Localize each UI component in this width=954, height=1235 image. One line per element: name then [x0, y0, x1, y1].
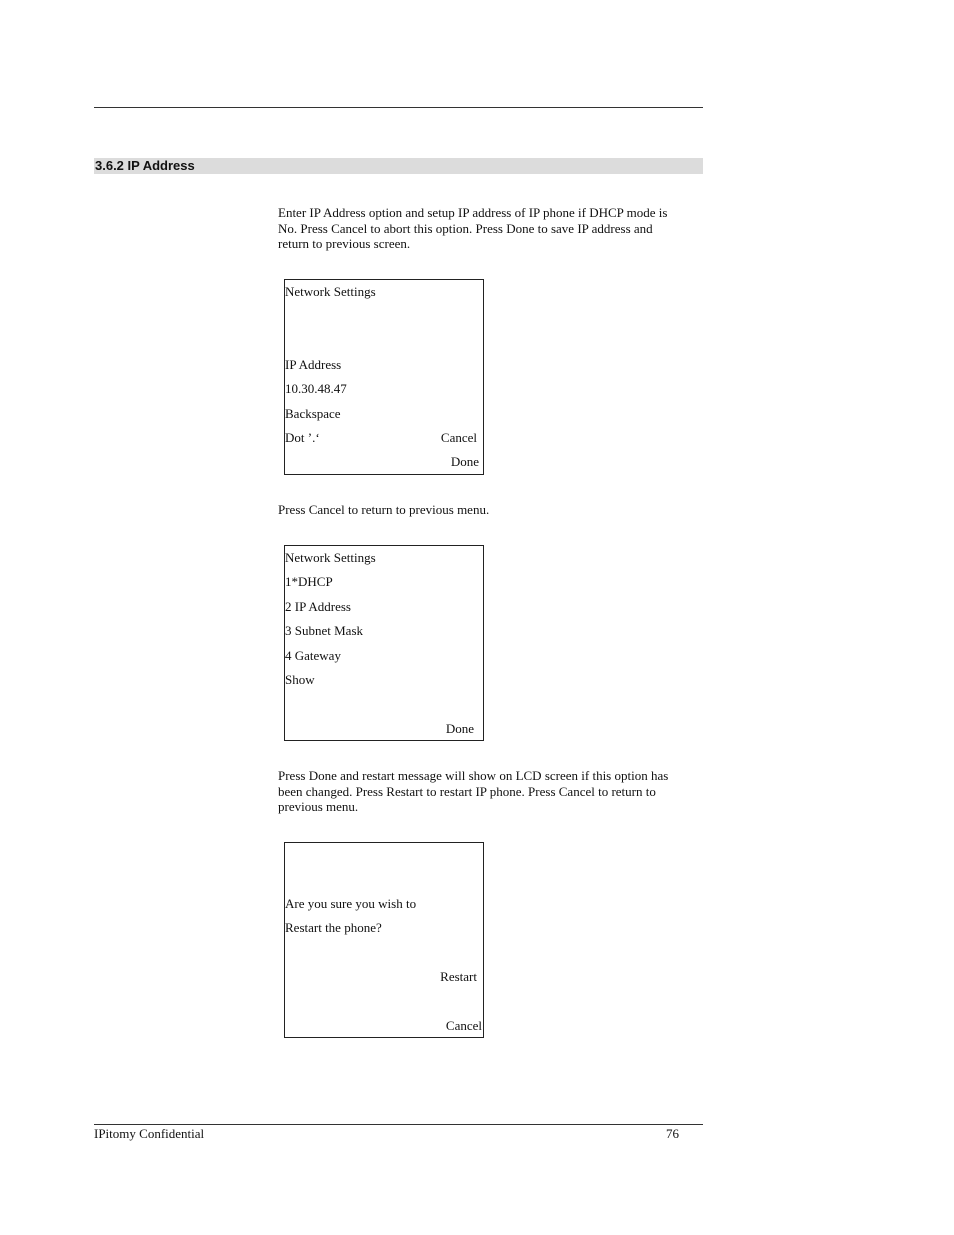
paragraph-ip-address-intro: Enter IP Address option and setup IP address of IP phone if DHCP mode is No. Press Cancel to abort this option. Press Done to save IP address and return to previous screen. [278, 205, 668, 251]
softkey-dot[interactable]: Dot ’.‘ [285, 430, 320, 445]
lcd-restart-question-line2: Restart the phone? [285, 920, 382, 935]
page-number: 76 [666, 1126, 679, 1141]
lcd-title: Network Settings [285, 284, 376, 299]
softkey-cancel[interactable]: Cancel [440, 430, 477, 445]
lcd-label-ip-address: IP Address [285, 357, 342, 372]
softkey-done[interactable]: Done [450, 454, 479, 469]
lcd-screen-network-settings [284, 545, 484, 741]
menu-item-gateway[interactable]: 4 Gateway [285, 648, 341, 663]
lcd-restart-question-line1: Are you sure you wish to [285, 896, 417, 911]
lcd-screen-restart-confirm [284, 842, 484, 1038]
menu-item-subnet-mask[interactable]: 3 Subnet Mask [285, 623, 363, 638]
footer-rule [94, 1124, 703, 1125]
softkey-show[interactable]: Show [285, 672, 315, 687]
lcd-screen-ip-address [284, 279, 484, 475]
menu-item-ip-address[interactable]: 2 IP Address [285, 599, 351, 614]
softkey-cancel[interactable]: Cancel [445, 1018, 482, 1033]
lcd-title: Network Settings [285, 550, 376, 565]
softkey-restart[interactable]: Restart [440, 969, 477, 984]
section-title: 3.6.2 IP Address [95, 158, 195, 173]
header-rule [94, 107, 703, 108]
softkey-backspace[interactable]: Backspace [285, 406, 341, 421]
footer-confidential: IPitomy Confidential [94, 1126, 205, 1141]
paragraph-cancel-return: Press Cancel to return to previous menu. [278, 502, 490, 517]
softkey-done[interactable]: Done [445, 721, 474, 736]
paragraph-restart-info: Press Done and restart message will show on LCD screen if this option has been changed. Press Restart to restart IP phone. Press Cancel to return to previous menu. [278, 768, 669, 814]
menu-item-dhcp[interactable]: 1*DHCP [285, 574, 333, 589]
lcd-ip-value: 10.30.48.47 [285, 381, 347, 396]
section-heading-bar [94, 158, 703, 174]
